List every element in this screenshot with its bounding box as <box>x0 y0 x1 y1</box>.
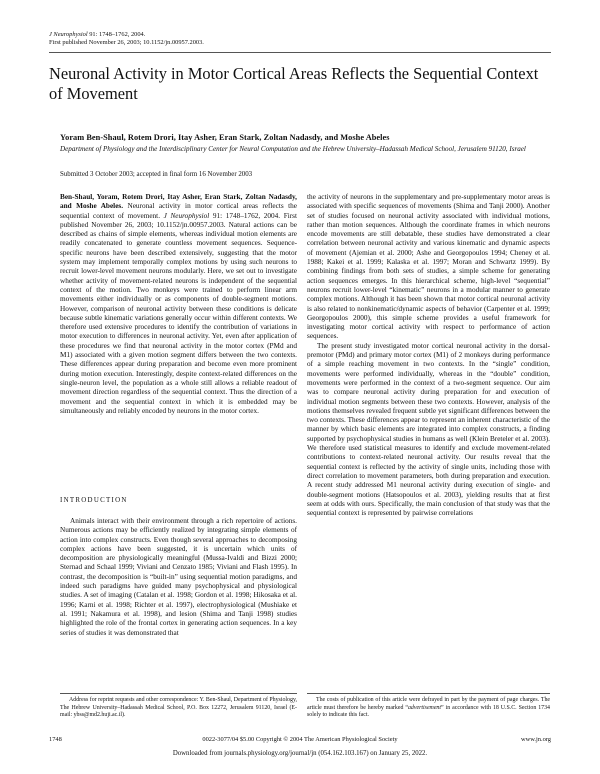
journal-url[interactable]: www.jn.org <box>521 736 551 743</box>
page-number: 1748 <box>49 736 62 743</box>
intro-paragraph-1: Animals interact with their environment through a rich repertoire of actions. Numerous actions may be efficiently realized by integrating simple elements of action into complex constructs. Even though several approaches to decomposing complex actions have been suggested, it is uncertain which units of decomposition are physiologically meaningful (Mussa-Ivaldi and Bizzi 2000; Sternad and Schaal 1999; Viviani and Cenzato 1985; Viviani and Flash 1995). In contrast, the decomposition is “built-in” using sequential motion paradigms, and indeed such paradigms have guided many psychophysical and physiological studies. A set of imaging (Catalan et al. 1998; Gordon et al. 1998; Hikosaka et al. 1996; Karni et al. 1998; Richter et al. 1997), electrophysiological (Mushiake et al. 1991; Nakamura et al. 1998), and lesion (Shima and Tanji 1998) studies highlighted the role of the frontal cortex in generating action sequences. In a key series of studies it was demonstrated that <box>60 517 297 637</box>
right-paragraph-1: the activity of neurons in the supplementary and pre-supplementary motor areas is associated with specific sequences of movements (Shima and Tanji 2000). Another set of studies focused on neuronal activity associated with individual motions, rather than motion sequences. Although the coordinate frames in which neurons encode movements are still debatable, these studies have demonstrated a clear correlation between neuronal activity and various kinematic and dynamic aspects of movement (Ajemian et al. 2000; Ashe and Georgopoulos 1994; Cheney et al. 1988; Kakei et al. 1999; Kalaska et al. 1997; Moran and Schwartz 1999). By combining findings from both sets of studies, a simple scheme for generating action sequences emerges. In this hierarchical scheme, high-level “sequential” neurons recruit lower-level “kinematic” neurons in a modular manner to generate complex motions. Although it has been shown that motor cortical neuronal activity is also related to nonkinematic/dynamic aspects of behavior (Carpenter et al. 1999; Georgopoulos 2000), this simple scheme provides a useful framework for investigating motor cortical activity with respect to performance of action sequences. <box>307 193 550 341</box>
header-rule <box>49 52 551 53</box>
abstract-journal: J Neurophysiol <box>163 211 210 220</box>
abstract-body: 91: 1748–1762, 2004. First published November 26, 2003; 10.1152/jn.00957.2003. Natural actions can be described as chains of simple elements, whereas individual motion elements are readily concatenated to generate countless movement sequences. Sequence-specific neurons have been described extensively, suggesting that the motor system may implement temporally complex motions by using such neurons to recruit lower-level movement neurons modularly. Here, we set out to investigate whether activity of movement-related neurons is independent of the sequential context of the motion. Two monkeys were trained to perform linear arm movements either individually or as components of double-segment motions. However, comparison of neuronal activity between these conditions is delicate because subtle kinematic variations generally occur within different contexts. We therefore used extensive procedures to identify the contribution of variations in motor execution to differences in neuronal activity. Yet, even after application of these procedures we find that neuronal activity in the motor cortex (PMd and M1) associated with a given motion segment differs between the two contexts. These differences appear during preparation and become even more prominent during motion execution. Interestingly, despite context-related differences on the single-neuron level, the population as a whole still allows a reliable readout of movement direction regardless of the sequential context. Thus the direction of a movement and the sequential context in which it is embedded may be simultaneously and reliably encoded by neurons in the motor cortex. <box>60 211 297 415</box>
running-header <box>49 31 145 39</box>
introduction-heading: INTRODUCTION <box>60 497 128 504</box>
first-published-line: First published November 26, 2003; 10.1152/jn.00957.2003. <box>49 39 204 46</box>
abstract <box>60 193 297 416</box>
abstract-title: Neuronal activity in motor cortical areas reflects the sequential context of movement. <box>60 202 297 220</box>
affiliation: Department of Physiology and the Interdisciplinary Center for Neural Computation and the Hebrew University–Hadassah Medical School, Jerusalem 91120, Israel <box>60 145 526 153</box>
abstract-authors: Ben-Shaul, Yoram, Rotem Drori, Itay Asher, Eran Stark, Zoltan Nadasdy, and Moshe Abeles. <box>60 193 297 211</box>
footnote-rule-left <box>60 693 297 694</box>
header-journal: J Neurophysiol <box>49 31 88 38</box>
footnote-correspondence: Address for reprint requests and other correspondence: Y. Ben-Shaul, Department of Physiology, The Hebrew University–Hadassah Medical School, P.O. Box 12272, Jerusalem 91120, Israel (E-mail: ybss@md2.huji.ac.il). <box>60 697 297 719</box>
submission-dates: Submitted 3 October 2003; accepted in final form 16 November 2003 <box>60 171 253 178</box>
header-citation: 91: 1748–1762, 2004. <box>87 31 146 38</box>
author-list: Yoram Ben-Shaul, Rotem Drori, Itay Asher, Eran Stark, Zoltan Nadasdy, and Moshe Abeles <box>60 133 390 142</box>
article-title: Neuronal Activity in Motor Cortical Areas Reflects the Sequential Context of Movement <box>49 64 539 103</box>
introduction-left <box>60 517 297 638</box>
footnote-rule-right <box>307 693 550 694</box>
footnote-page-charges: The costs of publication of this article were defrayed in part by the payment of page charges. The article must therefore be hereby marked “advertisement” in accordance with 18 U.S.C. Section 1734 solely to indicate this fact. <box>307 697 550 719</box>
right-paragraph-2: The present study investigated motor cortical neuronal activity in the dorsal-premotor (PMd) and primary motor cortex (M1) of 2 monkeys during performance of a simple reaching movement in two contexts. In the “single” condition, movements were performed individually, whereas in the “double” condition, movements were performed in the context of a two-segment sequence. Our aim was to compare neuronal activity during preparation for and execution of individual motion segments between these two contexts. However, analysis of the motions themselves revealed frequent subtle yet significant differences between the two contexts. These differences appear to represent an inherent characteristic of the manner by which basic elements are integrated into complex constructs, a finding supported by psychophysical studies in humans as well (Klein Breteler et al. 2003). We therefore used statistical measures to identify and exclude movement-related contributions to context-related neuronal activity. Our results reveal that the sequential context is reflected by the activity of single units, including those with direct correlation to movement parameters, both during preparation and execution. A recent study addressed M1 neuronal activity during execution of single- and double-segment motions (Hatsopoulos et al. 2003), yielding results that at first seem at odds with ours. Specifically, the main conclusion of that study was that the sequential context is represented by pairwise correlations <box>307 341 550 518</box>
copyright-line: 0022-3077/04 $5.00 Copyright © 2004 The American Physiological Society <box>202 736 398 743</box>
introduction-right <box>307 193 550 518</box>
download-notice: Downloaded from journals.physiology.org/journal/jn (054.162.103.167) on January 25, 2022. <box>172 750 428 757</box>
